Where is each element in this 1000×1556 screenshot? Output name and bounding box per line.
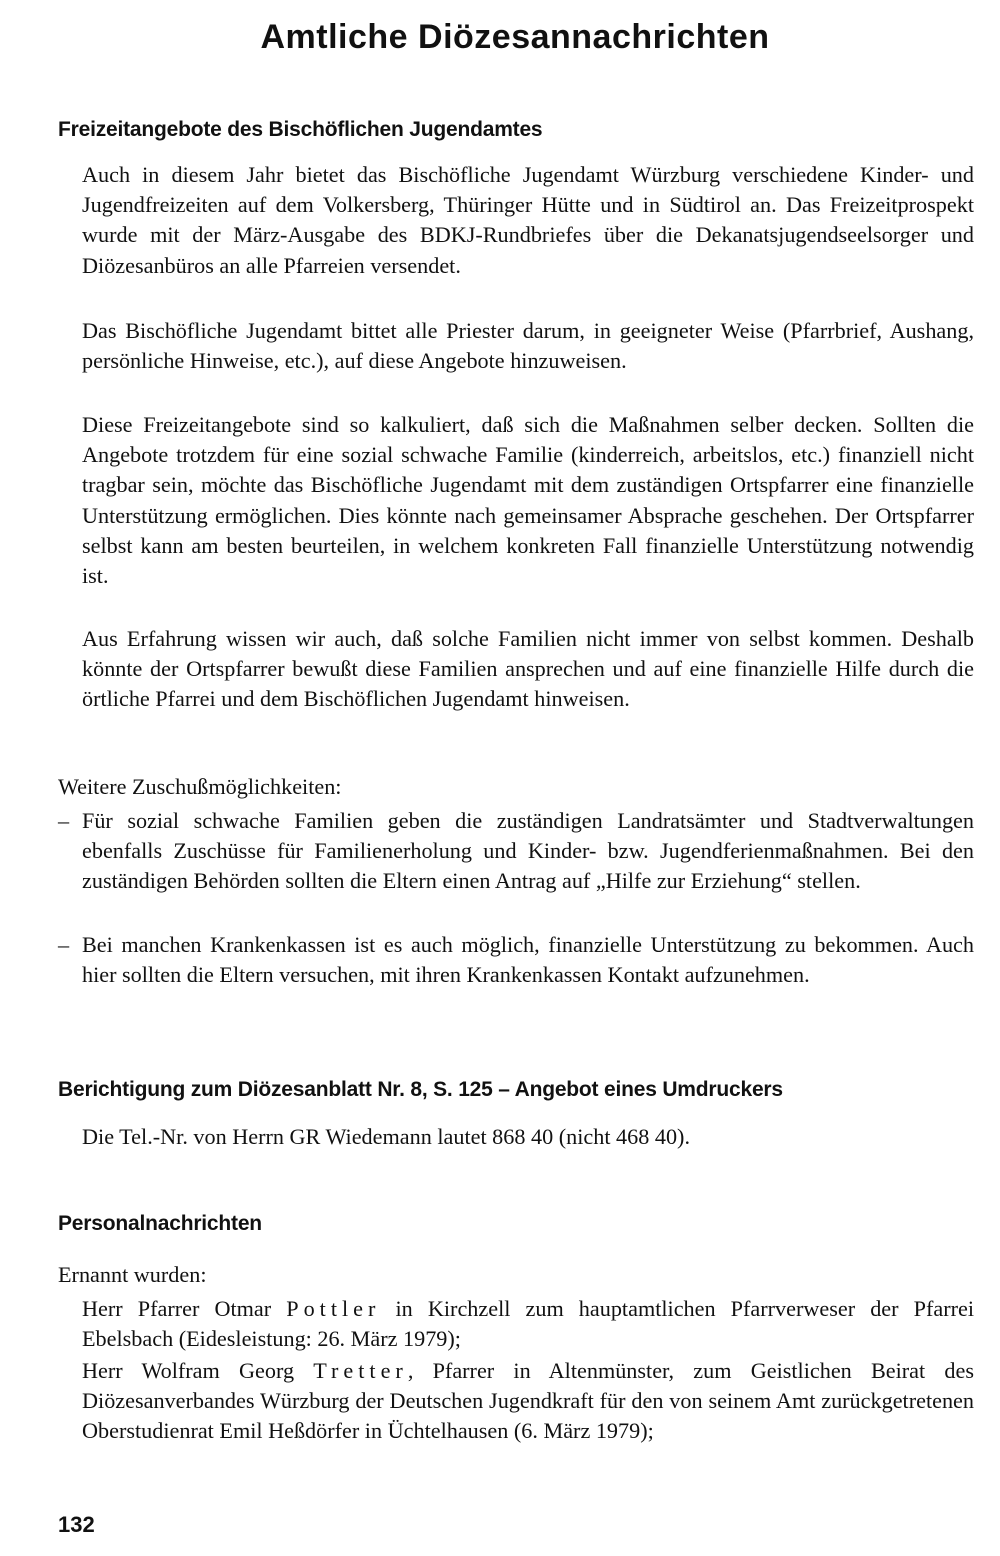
paragraph-4: Aus Erfahrung wissen wir auch, daß solche Familien nicht immer von selbst kommen. Deshalb könnte der Ortspfarrer bewußt diese Familien ansprechen und auf eine finanzielle Hilfe durch die örtliche Pfarrei und dem Bischöflichen Jugendamt hinweisen. [82,626,974,712]
list-item-text: Für sozial schwache Familien geben die zuständigen Landratsämter und Stadtverwaltungen ebenfalls Zuschüsse für Familienerholung und Kinder- bzw. Jugendferienmaßnahmen. Bei den zuständigen Behörden sollten die Eltern einen Antrag auf „Hilfe zur Erziehung“ stellen. [82,808,974,894]
appointment-text-before: Herr Pfarrer Otmar [82,1296,287,1321]
page-title: Amtliche Diözesannachrichten [260,18,770,56]
paragraph-2: Das Bischöfliche Jugendamt bittet alle Priester darum, in geeigneter Weise (Pfarrbrief, Aushang, persönliche Hinweise, etc.), auf diese Angebote hinzuweisen. [82,318,974,374]
list-dash: – [58,932,70,957]
further-options-label: Weitere Zuschußmöglichkeiten: [58,774,342,799]
appointments-intro: Ernannt wurden: [58,1262,207,1287]
section-heading-berichtigung: Berichtigung zum Diözesanblatt Nr. 8, S. 125 – Angebot eines Umdruckers [58,1078,783,1101]
paragraph-3: Diese Freizeitangebote sind so kalkuliert, daß sich die Maßnahmen selber decken. Sollten die Angebote trotzdem für eine sozial schwache Familie (kinderreich, arbeitslos, etc.) finanziell nicht tragbar sein, möchte das Bischöfliche Jugendamt mit dem zuständigen Ortspfarrer eine finanzielle Unterstützung ermöglichen. Dies könnte nach gemeinsamer Absprache geschehen. Der Ortspfarrer selbst kann am besten beurteilen, in welchem konkreten Fall finanzielle Unterstützung notwendig ist. [82,412,974,589]
paragraph-1: Auch in diesem Jahr bietet das Bischöfliche Jugendamt Würzburg verschiedene Kinder- und Jugendfreizeiten auf dem Volkersberg, Thüringer Hütte und in Südtirol an. Das Freizeitprospekt wurde mit der März-Ausgabe des BDKJ-Rundbriefes über die Dekanatsjugendseelsorger und Diözesanbüros an alle Pfarreien versendet. [82,162,974,278]
appointment-text-after: in Kirchzell zum hauptamtlichen Pfarrverweser der Pfarrei Ebelsbach (Eidesleistung: 26. März 1979); [82,1296,975,1352]
appointee-name: Tretter [313,1358,408,1383]
page-number: 132 [58,1512,95,1537]
list-item-text: Bei manchen Krankenkassen ist es auch möglich, finanzielle Unterstützung zu bekommen. Auch hier sollten die Eltern versuchen, mit ihren Krankenkassen Kontakt aufzunehmen. [82,932,974,988]
appointment-text-before: Herr Wolfram Georg [82,1358,314,1383]
section-heading-personalnachrichten: Personalnachrichten [58,1212,262,1235]
appointment-entry [82,1294,974,1354]
section-heading-freizeitangebote: Freizeitangebote des Bischöflichen Jugendamtes [58,118,543,141]
appointee-name: Pottler [286,1296,381,1321]
appointment-entry [82,1356,974,1447]
correction-text: Die Tel.-Nr. von Herrn GR Wiedemann lautet 868 40 (nicht 468 40). [82,1124,690,1149]
appointment-text-after: , Pfarrer in Altenmünster, zum Geistlichen Beirat des Diözesanverbandes Würzburg der Deutschen Jugendkraft für den von seinem Amt zurückgetretenen Oberstudienrat Emil Heßdörfer in Üchtelhausen (6. März 1979); [82,1358,974,1444]
list-dash: – [58,808,70,833]
